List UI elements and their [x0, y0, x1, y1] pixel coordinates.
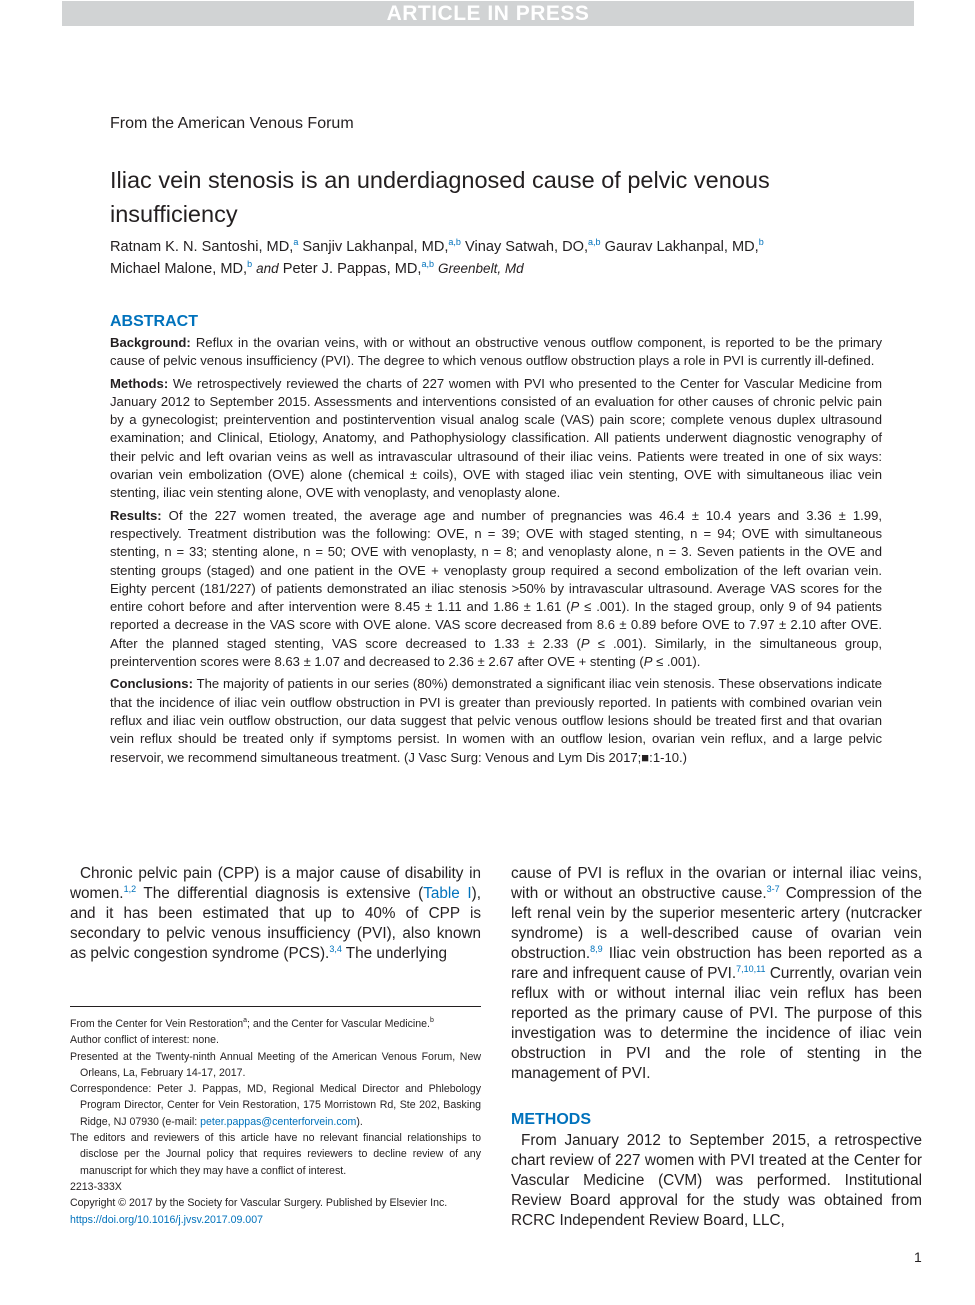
p-value-symbol: P: [643, 654, 653, 670]
abstract-label: Conclusions:: [110, 676, 193, 692]
copyright: Copyright © 2017 by the Society for Vascular Surgery. Published by Elsevier Inc.: [70, 1197, 448, 1210]
affiliation-marker: a: [243, 1017, 248, 1024]
abstract-body: [110, 334, 882, 771]
footnote-text: Correspondence: Peter J. Pappas, MD, Regional Medical Director and Phlebology Program Director, Center for Vein Restoration, 175 Morristown Rd, Ste 202, Basking Ridge, NJ 07930 (e-mail:: [70, 1083, 481, 1128]
p-value-symbol: P: [570, 599, 580, 615]
abstract-heading: ABSTRACT: [110, 313, 198, 330]
author-affiliation[interactable]: b: [247, 259, 253, 269]
body-column-left: [70, 864, 481, 964]
footnote-text: ; and the Center for Vascular Medicine.: [247, 1018, 430, 1030]
correspondence-note: [70, 1081, 481, 1130]
email-link[interactable]: peter.pappas@centerforvein.com: [200, 1115, 357, 1128]
affiliation-note: [70, 1016, 481, 1032]
abstract-text: ≤ .001).: [652, 654, 701, 670]
body-text: Compression of the left renal vein by the superior mesenteric artery (nutcracker syndrome) is a well-described cause of ovarian vein obstruction.: [511, 885, 923, 962]
doi-link[interactable]: https://doi.org/10.1016/j.jvsv.2017.09.007: [70, 1213, 263, 1226]
body-text: ), and it has been estimated that up to 40% of CPP is secondary to pelvic venous insufficiency (PVI), also known as pelvic congestion syndrome (PCS).: [70, 885, 481, 962]
article-title: Iliac vein stenosis is an underdiagnosed cause of pelvic venous insufficiency: [110, 167, 770, 227]
author-name: Sanjiv Lakhanpal, MD,: [302, 239, 449, 255]
abstract-background: [110, 334, 882, 371]
author-list: [110, 236, 890, 280]
footnote-text: From the Center for Vein Restoration: [70, 1018, 244, 1030]
citation-link[interactable]: 3,4: [329, 944, 342, 954]
body-text: The underlying: [341, 945, 447, 962]
abstract-label: Methods:: [110, 375, 169, 391]
abstract-conclusions: [110, 675, 882, 766]
author-affiliation[interactable]: a,b: [421, 259, 434, 269]
author-name: Ratnam K. N. Santoshi, MD,: [110, 239, 294, 255]
methods-paragraph: [511, 1131, 922, 1231]
citation-link[interactable]: 1,2: [123, 884, 137, 894]
article-in-press-banner: ARTICLE IN PRESS: [62, 1, 914, 26]
author-affiliation[interactable]: a: [293, 237, 299, 247]
author-affiliation[interactable]: b: [758, 237, 764, 247]
abstract-text: ≤ .001). Similarly, in the simultaneous group, preintervention scores were 8.63 ± 1.07 and decreased to 2.36 ± 2.67 after OVE + stenting (: [110, 635, 883, 670]
abstract-text: We retrospectively reviewed the charts of 227 women with PVI who presented to the Center for Vascular Medicine from January 2012 to September 2015. Assessments and interventions consisted of an evaluation for other causes of chronic pelvic pain by a gynecologist; preintervention and postintervention visual analog scale (VAS) pain score; complete venous duplex ultrasound examination; and Clinical, Etiology, Anatomy, and Pathophysiology classification. All patients underwent diagnostic venography of their pelvic and left ovarian veins as well as intravascular ultrasound of their iliac veins. Patients were treated in one of six ways: ovarian vein embolization (OVE) alone (chemical ± coils), OVE with staged iliac vein stenting, OVE with simultaneous iliac vein stenting, iliac vein stenting alone, OVE with venoplasty, and venoplasty alone.: [110, 375, 882, 501]
author-name: Michael Malone, MD,: [110, 261, 248, 277]
footnotes: [70, 1016, 481, 1228]
footnote-divider: [70, 1006, 481, 1007]
author-conjunction: and: [256, 261, 279, 276]
abstract-text: The majority of patients in our series (80%) demonstrated a significant iliac vein stenosis. These observations indicate that the incidence of iliac vein outflow obstruction in PVI is greater than previously reported. In patients with combined ovarian vein reflux and iliac vein outflow obstruction, our data suggest that pelvic venous outflow lesions should be treated first and that ovarian vein reflux should be treated only if symptoms persist. In women with an outflow lesion, ovarian vein reflux, and a large pelvic reservoir, we recommend simultaneous treatment. (J Vasc Surg: Venous and Lym Dis 2017;■:1-10.): [110, 676, 882, 765]
body-text: Chronic pelvic pain (CPP) is a major cause of disability in women.: [70, 865, 481, 902]
abstract-results: [110, 507, 882, 672]
presented-note: Presented at the Twenty-ninth Annual Meeting of the American Venous Forum, New Orleans, La, February 14-17, 2017.: [70, 1050, 481, 1079]
intro-paragraph-continued: [511, 864, 922, 1084]
intro-paragraph: [70, 864, 481, 964]
author-affiliation[interactable]: a,b: [588, 237, 601, 247]
editors-note: The editors and reviewers of this article have no relevant financial relationships to disclose per the Journal policy that requires reviewers to decline review of any manuscript for which they may have a conflict of interest.: [70, 1132, 481, 1177]
abstract-label: Background:: [110, 335, 191, 350]
author-location: Greenbelt, Md: [438, 261, 524, 276]
footnote-text: ).: [356, 1115, 363, 1128]
author-name: Peter J. Pappas, MD,: [282, 261, 422, 277]
citation-link[interactable]: 3-7: [766, 884, 780, 894]
p-value-symbol: P: [580, 635, 590, 651]
abstract-text: ≤ .001). In the staged group, only 9 of 94 patients reported a decrease in the VAS score with OVE alone. VAS score decreased from 8.6 ± 0.89 before OVE to 7.97 ± 2.10 after OVE. After the planned staged stenting, VAS score decreased to 1.33 ± 2.33 (: [110, 599, 882, 651]
abstract-text: Of the 227 women treated, the average age and number of pregnancies was 46.4 ± 10.4 years and 3.36 ± 1.99, respectively. Treatment distribution was the following: OVE, n = 39; OVE with staged stenting, n = 94; OVE with simultaneous stenting, n = 33; stenting alone, n = 50; OVE with venoplasty, n = 8; and venoplasty alone, n = 3. Seven patients in the OVE and stenting groups (staged) and one patient in the OVE + venoplasty group required a second embolization of the left ovarian vein. Eighty percent (181/227) of patients demonstrated an iliac stenosis >50% by intravascular ultrasound. Average VAS scores for the entire cohort before and after intervention were 8.45 ± 1.11 and 1.86 ± 1.61 (: [110, 507, 882, 615]
methods-heading: METHODS: [511, 1111, 591, 1128]
affiliation-marker: b: [429, 1017, 434, 1024]
issn: 2213-333X: [70, 1180, 122, 1193]
abstract-text: Reflux in the ovarian veins, with or without an obstructive venous outflow component, is reported to be the primary cause of pelvic venous insufficiency (PVI). The degree to which venous outflow obstruction plays a role in PVI is currently ill-defined.: [110, 335, 883, 369]
citation-link[interactable]: 7,10,11: [736, 964, 766, 974]
body-text: Currently, ovarian vein reflux with or without internal iliac vein reflux has been reported as the primary cause of PVI. The purpose of this investigation was to determine the incidence of iliac vein obstruction in PVI and the role of stenting in the management of PVI.: [511, 965, 922, 1082]
author-name: Vinay Satwah, DO,: [465, 239, 589, 255]
body-text: The differential diagnosis is extensive (: [136, 885, 424, 902]
abstract-label: Results:: [110, 507, 162, 523]
table-link[interactable]: Table I: [423, 885, 472, 902]
section-label: From the American Venous Forum: [110, 115, 354, 132]
body-text: cause of PVI is reflux in the ovarian or internal iliac veins, with or without an obstructive cause.: [511, 865, 922, 902]
body-text: Iliac vein obstruction has been reported as a rare and infrequent cause of PVI.: [511, 945, 922, 982]
citation-link[interactable]: 8,9: [590, 944, 603, 954]
body-text: From January 2012 to September 2015, a retrospective chart review of 227 women with PVI treated at the Center for Vascular Medicine (CVM) was performed. Institutional Review Board approval for the study was obtained from RCRC Independent Review Board, LLC,: [511, 1132, 922, 1229]
body-column-right: [511, 864, 922, 1084]
page-number: 1: [914, 1249, 922, 1265]
conflict-note: Author conflict of interest: none.: [70, 1034, 219, 1047]
abstract-methods: [110, 375, 882, 503]
author-affiliation[interactable]: a,b: [448, 237, 461, 247]
author-name: Gaurav Lakhanpal, MD,: [604, 239, 759, 255]
